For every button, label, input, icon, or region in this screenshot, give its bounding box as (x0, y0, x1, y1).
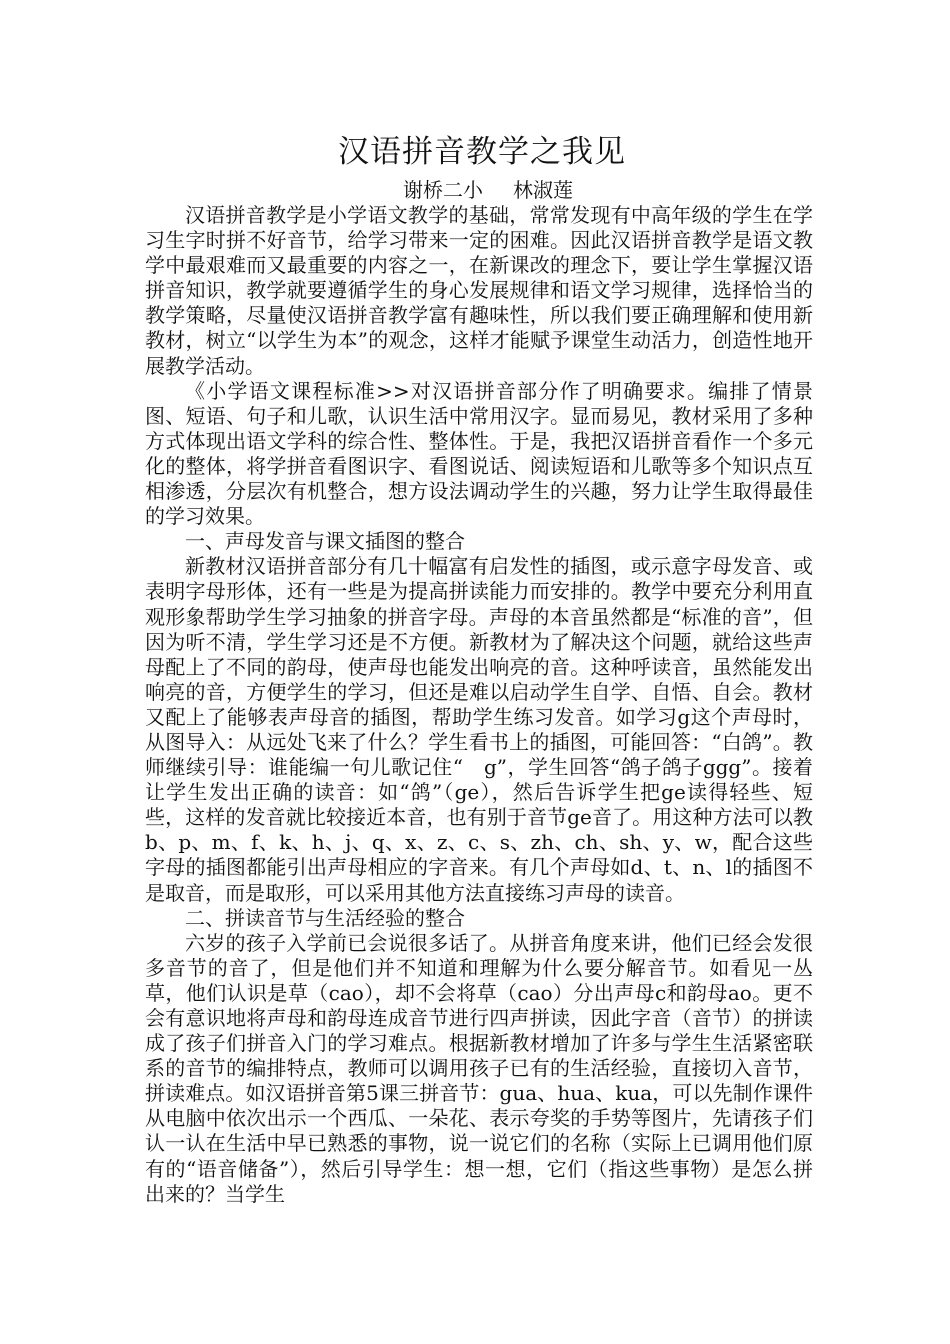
document-title: 汉语拼音教学之我见 (338, 134, 626, 170)
author-line (163, 178, 813, 203)
paragraph-intro: 汉语拼音教学是小学语文教学的基础，常常发现有中高年级的学生在学习生字时拼不好音节，给学习带来一定的困难。因此汉语拼音教学是语文教学中最艰难而又最重要的内容之一，在新课改的理念下，要让学生掌握汉语拼音知识，教学就要遵循学生的身心发展规律和语文学习规律，选择恰当的教学策略，尽量使汉语拼音教学富有趣味性，所以我们要正确理解和使用新教材，树立“以学生为本”的观念，这样才能赋予课堂生动活力，创造性地开展教学活动。 (145, 203, 813, 378)
author-school: 谢桥二小 (403, 178, 483, 202)
paragraph-section-2: 六岁的孩子入学前已会说很多话了。从拼音角度来讲，他们已经会发很多音节的音了，但是他们并不知道和理解为什么要分解音节。如看见一丛草，他们认识是草（cao），却不会将草（cao）分出声母c和韵母ao。更不会有意识地将声母和韵母连成音节进行四声拼读，因此字音（音节）的拼读成了孩子们拼音入门的学习难点。根据新教材增加了许多与学生生活紧密联系的音节的编排特点，教师可以调用孩子已有的生活经验，直接切入音节，拼读难点。如汉语拼音第5课三拼音节：gua、hua、kua，可以先制作课件从电脑中依次出示一个西瓜、一朵花、表示夸奖的手势等图片，先请孩子们认一认在生活中早已熟悉的事物，说一说它们的名称（实际上已调用他们原有的“语音储备”），然后引导学生：想一想，它们（指这些事物）是怎么拼出来的？当学生 (145, 930, 813, 1206)
paragraph-curriculum: 《小学语文课程标准>>对汉语拼音部分作了明确要求。编排了情景图、短语、句子和儿歌，认识生活中常用汉字。显而易见，教材采用了多种方式体现出语文学科的综合性、整体性。于是，我把汉语拼音看作一个多元化的整体，将学拼音看图识字、看图说话、阅读短语和儿歌等多个知识点互相渗透，分层次有机整合，想方设法调动学生的兴趣，努力让学生取得最佳的学习效果。 (145, 378, 813, 529)
section-heading-2: 二、拼读音节与生活经验的整合 (185, 905, 465, 930)
section-heading-1: 一、声母发音与课文插图的整合 (185, 529, 465, 554)
document-page (145, 126, 813, 1207)
author-name: 林淑莲 (513, 178, 573, 202)
paragraph-section-1: 新教材汉语拼音部分有几十幅富有启发性的插图，或示意字母发音、或表明字母形体，还有一些是为提高拼读能力而安排的。教学中要充分利用直观形象帮助学生学习抽象的拼音字母。声母的本音虽然都是“标准的音”，但因为听不清，学生学习还是不方便。新教材为了解决这个问题，就给这些声母配上了不同的韵母，使声母也能发出响亮的音。这种呼读音，虽然能发出响亮的音，方便学生的学习，但还是难以启动学生自学、自悟、自会。教材又配上了能够表声母音的插图，帮助学生练习发音。如学习g这个声母时，从图导入：从远处飞来了什么？学生看书上的插图，可能回答：“白鸽”。教师继续引导：谁能编一句儿歌记住“ g”，学生回答“鸽子鸽子ggg”。接着让学生发出正确的读音：如“鸽”（ge），然后告诉学生把ge读得轻些、短些，这样的发音就比较接近本音，也有别于音节ge音了。用这种方法可以教b、p、m、f、k、h、j、q、x、z、c、s、zh、ch、sh、y、w，配合这些字母的插图都能引出声母相应的字音来。有几个声母如d、t、n、l的插图不是取音，而是取形，可以采用其他方法直接练习声母的读音。 (145, 554, 813, 905)
